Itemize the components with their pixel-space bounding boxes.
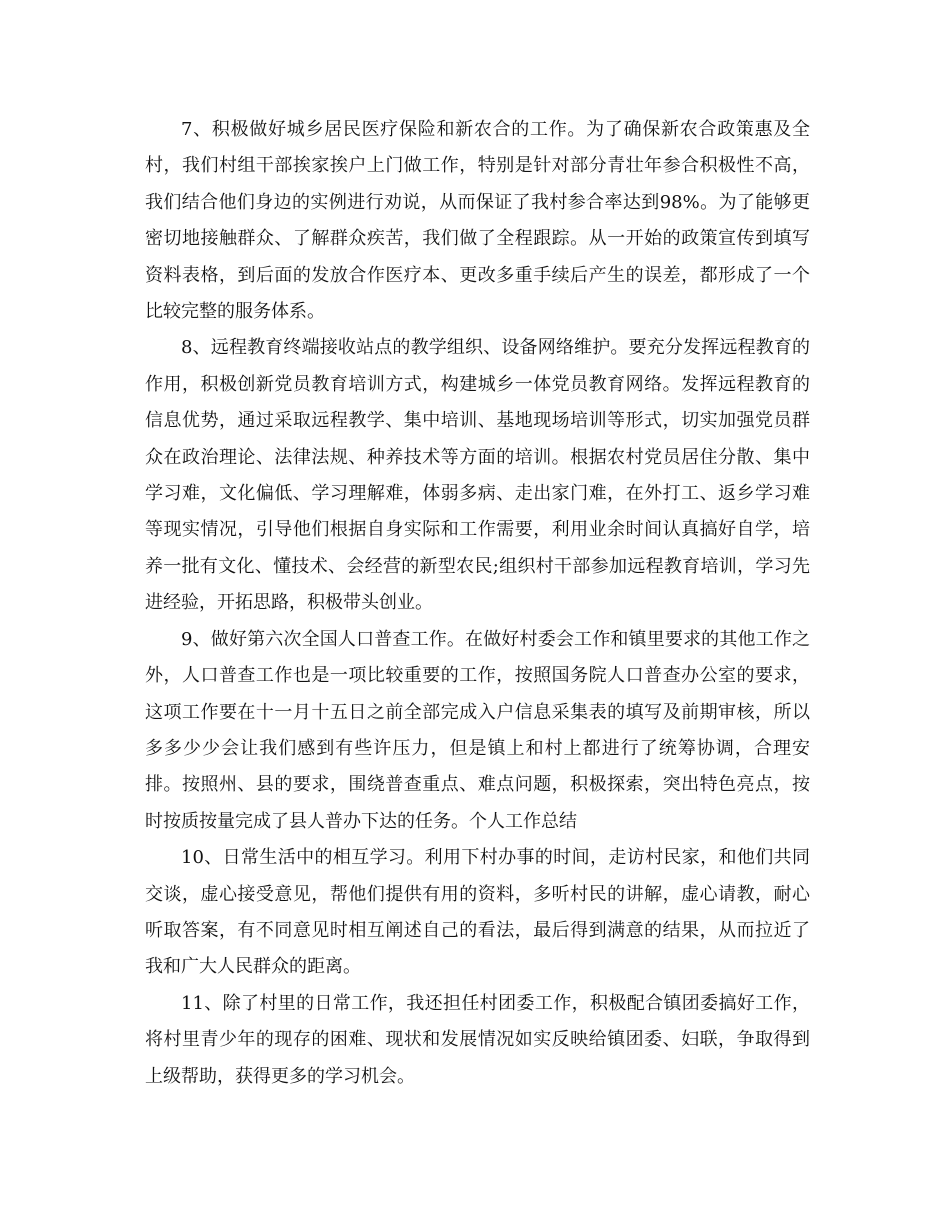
paragraph-10: 10、日常生活中的相互学习。利用下村办事的时间，走访村民家，和他们共同交谈，虚心接受意见，帮他们提供有用的资料，多听村民的讲解，虚心请教，耐心听取答案，有不同意见时相互阐述自己的看法，最后得到满意的结果，从而拉近了我和广大人民群众的距离。 [145, 847, 810, 978]
paragraph-8: 8、远程教育终端接收站点的教学组织、设备网络维护。要充分发挥远程教育的作用，积极创新党员教育培训方式，构建城乡一体党员教育网络。发挥远程教育的信息优势，通过采取远程教学、集中培训、基地现场培训等形式，切实加强党员群众在政治理论、法律法规、种养技术等方面的培训。根据农村党员居住分散、集中学习难，文化偏低、学习理解难，体弱多病、走出家门难，在外打工、返乡学习难等现实情况，引导他们根据自身实际和工作需要，利用业余时间认真搞好自学，培养一批有文化、懂技术、会经营的新型农民;组织村干部参加远程教育培训，学习先进经验，开拓思路，积极带头创业。 [145, 337, 810, 614]
paragraph-9: 9、做好第六次全国人口普查工作。在做好村委会工作和镇里要求的其他工作之外，人口普查工作也是一项比较重要的工作，按照国务院人口普查办公室的要求，这项工作要在十一月十五日之前全部完成入户信息采集表的填写及前期审核，所以多多少少会让我们感到有些许压力，但是镇上和村上都进行了统筹协调，合理安排。按照州、县的要求，围绕普查重点、难点问题，积极探索，突出特色亮点，按时按质按量完成了县人普办下达的任务。个人工作总结 [145, 628, 810, 832]
paragraph-7: 7、积极做好城乡居民医疗保险和新农合的工作。为了确保新农合政策惠及全村，我们村组干部挨家挨户上门做工作，特别是针对部分青壮年参合积极性不高，我们结合他们身边的实例进行劝说，从而保证了我村参合率达到98%。为了能够更密切地接触群众、了解群众疾苦，我们做了全程跟踪。从一开始的政策宣传到填写资料表格，到后面的发放合作医疗本、更改多重手续后产生的误差，都形成了一个比较完整的服务体系。 [145, 119, 810, 323]
document-body [145, 112, 810, 1095]
paragraph-11: 11、除了村里的日常工作，我还担任村团委工作，积极配合镇团委搞好工作，将村里青少年的现存的困难、现状和发展情况如实反映给镇团委、妇联，争取得到上级帮助，获得更多的学习机会。 [145, 992, 810, 1087]
